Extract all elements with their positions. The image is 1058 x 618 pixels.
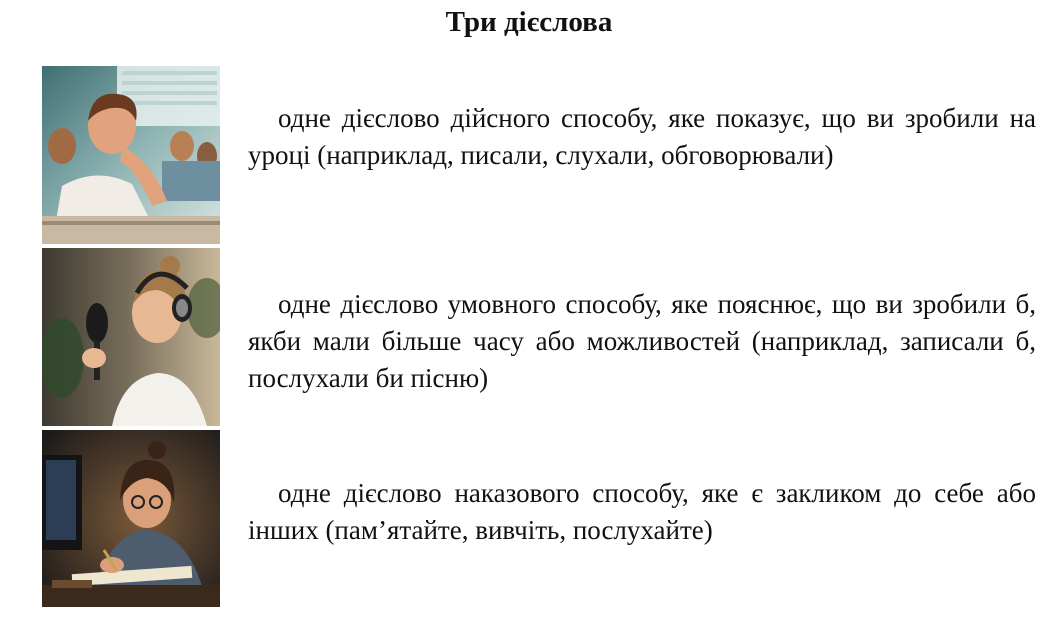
item-1-text: одне дієслово дійсного способу, яке показує, що ви зробили на уроці (наприклад, писали, слухали, обговорювали) <box>248 103 1036 170</box>
page-title: Три дієслова <box>445 6 613 38</box>
woman-headphones-image <box>42 248 220 426</box>
student-thinking-image <box>42 66 220 244</box>
girl-writing-image <box>42 430 220 607</box>
item-2-text: одне дієслово умовного способу, яке пояснює, що ви зробили б, якби мали більше часу або можливостей (наприклад, записали б, послухали би пісню) <box>248 289 1036 393</box>
item-3-text: одне дієслово наказового способу, яке є закликом до себе або інших (пам’ятайте, вивчіть, послухайте) <box>248 478 1036 545</box>
